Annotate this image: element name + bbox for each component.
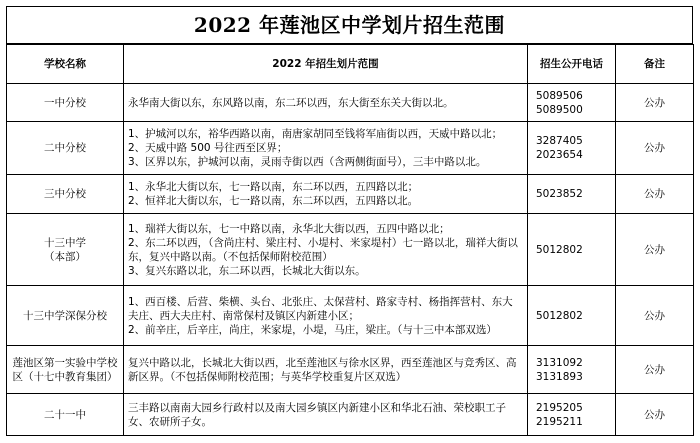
school-cell bbox=[7, 286, 124, 346]
phone-cell bbox=[528, 122, 616, 175]
school-name-sub: （本部） bbox=[44, 250, 86, 263]
school-cell bbox=[7, 84, 124, 122]
phone-cell bbox=[528, 394, 616, 436]
phone-cell bbox=[528, 346, 616, 394]
school-cell bbox=[7, 175, 124, 214]
header-phone: 招生公开电话 bbox=[528, 45, 616, 84]
remark-cell: 公办 bbox=[616, 286, 694, 346]
school-name: 一中分校 bbox=[44, 96, 86, 109]
range-cell bbox=[124, 84, 528, 122]
phone-number: 3131092 bbox=[536, 356, 583, 369]
phone-number: 5012802 bbox=[536, 243, 583, 256]
range-line: 2、前辛庄，后辛庄，尚庄，米家堤，小堤，马庄，梁庄。（与十三中本部双选） bbox=[128, 323, 497, 336]
school-cell bbox=[7, 346, 124, 394]
range-line: 1、护城河以东，裕华西路以南，南唐家胡同至钱将军庙街以西，天威中路以北； bbox=[128, 128, 503, 140]
remark-cell: 公办 bbox=[616, 394, 694, 436]
range-line: 3、复兴东路以北，东二环以西，长城北大街以东。 bbox=[128, 264, 366, 277]
range-line: 三丰路以南南大园乡行政村以及南大园乡镇区内新建小区和华北石油、荣校职工子女、农研所子女。 bbox=[128, 401, 506, 428]
header-school: 学校名称 bbox=[7, 45, 124, 84]
phone-number: 2023654 bbox=[536, 149, 583, 161]
range-line: 3、区界以东，护城河以南，灵雨寺街以西（含两侧街面号），三丰中路以北。 bbox=[128, 156, 487, 168]
range-line: 2、恒祥北大街以东，七一路以南，东二环以西，五四路以北。 bbox=[128, 195, 419, 207]
table-row bbox=[7, 84, 694, 122]
phone-number: 5089506 bbox=[536, 89, 583, 102]
range-cell bbox=[124, 394, 528, 436]
phone-number: 5023852 bbox=[536, 188, 583, 200]
range-cell bbox=[124, 286, 528, 346]
range-line: 复兴中路以北，长城北大街以西，北至莲池区与徐水区界，西至莲池区与竞秀区、高新区界。（不包括保师附校范围；与英华学校重复片区双选） bbox=[128, 356, 517, 383]
range-cell bbox=[124, 346, 528, 394]
range-line: 1、西百楼、后营、柴横、头台、北张庄、太保营村、路家寺村、杨指挥营村、东大夫庄、西大夫庄村、南常保村及镇区内新建小区； bbox=[128, 295, 513, 322]
school-cell bbox=[7, 394, 124, 436]
table-row bbox=[7, 122, 694, 175]
remark-cell: 公办 bbox=[616, 84, 694, 122]
table-row bbox=[7, 286, 694, 346]
range-line: 永华南大街以东，东风路以南，东二环以西，东大街至东关大街以北。 bbox=[128, 96, 454, 109]
school-name-sub: 区（十七中教育集团） bbox=[12, 370, 118, 383]
phone-cell bbox=[528, 175, 616, 214]
phone-number: 2195205 bbox=[536, 401, 583, 414]
header-remark: 备注 bbox=[616, 45, 694, 84]
phone-cell bbox=[528, 214, 616, 286]
range-line: 2、东二环以西，（含尚庄村、梁庄村、小堤村、米家堤村）七一路以北，瑞祥大街以东，复兴中路以南。（不包括保师附校范围） bbox=[128, 236, 518, 263]
phone-number: 3131893 bbox=[536, 370, 583, 383]
table-row bbox=[7, 346, 694, 394]
school-name: 莲池区第一实验中学校 bbox=[12, 356, 118, 369]
school-name: 二中分校 bbox=[44, 142, 86, 154]
table-row bbox=[7, 394, 694, 436]
remark-cell: 公办 bbox=[616, 175, 694, 214]
phone-cell bbox=[528, 84, 616, 122]
range-cell bbox=[124, 175, 528, 214]
range-cell bbox=[124, 122, 528, 175]
remark-cell: 公办 bbox=[616, 122, 694, 175]
school-cell bbox=[7, 122, 124, 175]
school-name: 三中分校 bbox=[44, 188, 86, 200]
phone-number: 5089500 bbox=[536, 103, 583, 116]
school-name: 十三中学深保分校 bbox=[23, 309, 107, 322]
range-line: 1、永华北大街以东，七一路以南，东二环以西，五四路以北； bbox=[128, 181, 419, 193]
range-cell bbox=[124, 214, 528, 286]
phone-cell bbox=[528, 286, 616, 346]
header-range: 2022 年招生划片范围 bbox=[124, 45, 528, 84]
school-name: 十三中学 bbox=[44, 236, 86, 249]
remark-cell: 公办 bbox=[616, 214, 694, 286]
enrollment-table bbox=[6, 44, 694, 436]
phone-number: 5012802 bbox=[536, 309, 583, 322]
table-row bbox=[7, 175, 694, 214]
school-cell bbox=[7, 214, 124, 286]
range-line: 1、瑞祥大街以东，七一中路以南，永华北大街以西，五四中路以北； bbox=[128, 222, 450, 235]
range-line: 2、天威中路 500 号往西至区界； bbox=[128, 142, 288, 154]
document-title: 2022 年莲池区中学划片招生范围 bbox=[6, 6, 693, 44]
phone-number: 2195211 bbox=[536, 415, 583, 428]
table-row bbox=[7, 214, 694, 286]
school-name: 二十一中 bbox=[44, 408, 86, 421]
remark-cell: 公办 bbox=[616, 346, 694, 394]
table-header-row bbox=[7, 45, 694, 84]
phone-number: 3287405 bbox=[536, 135, 583, 147]
